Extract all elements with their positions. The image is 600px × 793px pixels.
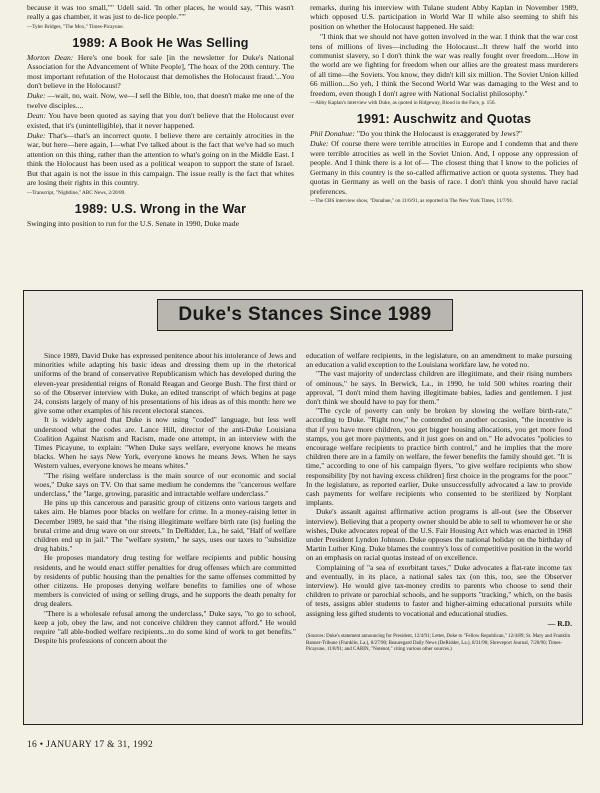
box-paragraph: "The vast majority of underclass children are illegitimate, and their rising numbers of ominous," he says. In Berwick, La., in 1990, he told 500 whites roaring their approval, "I don't mind them having illegitimate babies, ladies and gentlemen. I just don't think we should have to pay for them." — [306, 369, 572, 407]
intro-source: —Tyler Bridges, "The Mox," Times-Picayune. — [27, 23, 124, 30]
box-paragraph: Complaining of "a sea of exorbitant taxes," Duke advocates a flat-rate income tax and eventually, in its place, a national sales tax (on this, too, see the Observer interview). He would give tax-money credits to parents who choose to send their children to private or parochial schools, and he supports "tracking," which, on the basis of tests, assigns abler students to faster and higher-aiming educational pursuits while assigning less gifted students to vocational and educational studies. — [306, 562, 572, 618]
dialogue-text: That's—that's an incorrect quote. I believe there are certainly atrocities in the war, but here—here again, I—what I've talked about is the fact that we've had so much attention on this thing, rather than the attention to what's going on in the Middle East. I think the Holocaust has been used as a political weapon to support the state of Israel. But that again is not the issue in this campaign. The issue really is the fact that whites are losing their rights in this country. — [27, 131, 295, 188]
dialogue-text: "Do you think the Holocaust is exaggerated by Jews?" — [356, 129, 523, 139]
section-source: —Transcript, "Nightline," ABC News, 2/20/89. — [27, 189, 126, 196]
speaker-label: Duke: — [27, 91, 46, 101]
dialogue-text: Of course there were terrible atrocities in Europe and I condemn that and there were terrible atrocities as well in the Soviet Union. And, I oppose any oppression of people. And I think there is a lot of— The closest thing that I know to the policies of Germany in this country is the so-called affirmative action or quota systems. They had quotas in Germany as well on the basis of race. I don't think you should have racial preferences. — [310, 139, 578, 196]
box-paragraph: It is widely agreed that Duke is now using "coded" language, but less well understood what the codes are. Lance Hill, director of the anti-Duke Louisiana Coalition Against Nazism and Racism, made one attempt, in an interview with the Times Picayune, to explain: "When Duke says welfare, everyone knows he means blacks. When he says New York, everyone knows he means Jews. When he says Western values, everyone knows he means whites." — [34, 415, 296, 471]
author-signature: — R.D. — [547, 618, 572, 628]
dialogue-line — [27, 131, 294, 187]
box-title: Duke's Stances Since 1989 — [157, 299, 453, 331]
speaker-label: Phil Donahue: — [310, 129, 355, 139]
section-source: —The CBS interview show, "Donahue," on 11/6/91, as reported in The New York Times, 11/7/91. — [310, 197, 514, 204]
section-heading-book: 1989: A Book He Was Selling — [72, 35, 249, 50]
box-paragraph: Since 1989, David Duke has expressed penitence about his intolerance of Jews and minorities while adapting his basic ideas and dressing them up in the rhetorical uniforms of the brand of conservative Republicanism which has developed during the eleven-year presidential reigns of Ronald Reagan and George Bush. The first third or so of the Observer interview with Duke, an edited transcript of which begins at page 24, consists largely of many of his presentations of his ideas as of this month: here we give some other examples of his recent electoral stances. — [34, 351, 296, 416]
dialogue-line — [310, 129, 578, 138]
section-heading-war: 1989: U.S. Wrong in the War — [74, 201, 247, 216]
dialogue-line — [27, 53, 294, 91]
box-left-column — [34, 351, 296, 646]
quote-source: —Abby Kaplan's interview with Duke, as quoted in Ridgeway, Blood in the Face, p. 156. — [310, 100, 496, 107]
speaker-label: Morton Dean: — [27, 52, 74, 62]
speaker-label: Dean: — [27, 111, 46, 121]
box-right-column — [306, 351, 572, 653]
dialogue-text: You have been quoted as saying that you don't believe that the Holocaust ever existed, that it's (unintelligible), that it never happened. — [27, 111, 295, 130]
body-text: remarks, during his interview with Tulane student Abby Kaplan in November 1989, which opposed U.S. participation in World War II while also seeming to shift his position on whether the Holocaust happened. He said: — [310, 3, 578, 31]
dialogue-line — [310, 139, 578, 195]
box-paragraph: "The rising welfare underclass is the main source of our economic and social woes," Duke says on TV. On that same medium he condemns the "cancerous welfare underclass," the "large, growing, parasitic and intractable welfare underclass." — [34, 470, 296, 499]
speaker-label: Duke: — [27, 131, 46, 141]
stances-box — [23, 290, 583, 725]
box-paragraph: "The cycle of poverty can only be broken by slowing the welfare birth-rate," according to Duke. "Right now," he contended on another occasion, "the incentive is that if you have more children, you get bigger housing allocations, you get more food stamps, you get more payments, and it just goes on and on." He advocates "policies to encourage welfare recipients to practice birth control," and he implies that the more children there are in a family on welfare, the fewer benefits the family should get. "It is time," according to one of his campaign flyers, "to give welfare recipients who show responsibility [by not having excess children] first choice in the programs for the poor." In the legislature, as reported earlier, Duke unsuccessfully advocated a law to provide cash payments for welfare recipients who consented to be sterilized by Norplant implants. — [306, 406, 572, 508]
intro-text: because it was too small,"" Udell said. 'In other places, he would say, "This wasn't really a gas chamber, it was just to de-lice people."'" — [27, 3, 294, 22]
quote-text: "I think that we should not have gotten involved in the war. I think that the war cost tens of millions of lives—including the Holocaust...It threw half the world into communist slavery, so I don't think the war was really fought over freedom....How in the world are we fighting for freedom when our allies are the greatest mass murderers of all time—the Soviets. You know, they didn't kill six million. The Soviet Union killed 66 million....So yeh, I think the Second World War was damaging to the West and to freedom, even though I don't agree with National Socialist philosophy." — [310, 32, 578, 98]
box-paragraph: He proposes mandatory drug testing for welfare recipients and public housing residents, and he would enact stiffer penalties for drug offenses which are committed by residents of public housing than the penalties for the same offenses committed by other citizens. He proposes denying welfare benefits to families one of whose members is convicted of using or selling drugs, and he supports the death penalty for drug dealers. — [34, 553, 296, 609]
box-paragraph: "There is a wholesale refusal among the underclass," Duke says, "to go to school, keep a job, obey the law, and not conceive children they cannot afford." He would require "all able-bodied welfare recipients...to do some kind of work to get benefits." Despite his professions of concern about the — [34, 608, 296, 646]
box-paragraph: Duke's assault against affirmative action programs is all-out (see the Observer interview). Believing that a property owner should be able to sell to whomever he or she wishes, Duke advocates repeal of the U.S. Fair Housing Act which was enacted in 1968 under President Lyndon Johnson. Duke opposes the national holiday on the birthday of Martin Luther King. Duke blames the country's loss of competitive position in the world on an emphasis on racial quotas instead of on excellence. — [306, 507, 572, 563]
dialogue-text: —wait, no, wait. Now, we—I sell the Bible, too, that doesn't make me one of the twelve disciples.... — [27, 91, 294, 110]
section-heading-auschwitz: 1991: Auschwitz and Quotas — [356, 112, 532, 127]
left-column — [27, 3, 294, 229]
dialogue-text: Here's one book for sale [in the newsletter for Duke's National Association for the Advancement of White People], 'The hoax of the 20th century. The most important refutation of the Holocaust that demolishes the Holocaust fraud.'...You don't believe in the Holocaust? — [27, 52, 294, 91]
dialogue-line — [27, 91, 294, 110]
box-paragraph: He pins up this cancerous and parasitic group of citizens onto various targets and takes aim. He blames poor blacks on welfare for crime. In a money-raising letter in December 1989, he said that "the rising illegitimate welfare birth rate (is) fueling the brutal crime and drug wave on our streets." In DeRidder, La., he said, "Half of welfare children end up in jail." The "welfare system," he says, uses our taxes to "subsidize drug habits." — [34, 498, 296, 554]
speaker-label: Duke: — [310, 139, 329, 149]
box-paragraph: education of welfare recipients, in the legislature, on an amendment to make pursuing an education a valid exception to the Louisiana workfare law, he voted no. — [306, 351, 572, 370]
dialogue-line — [27, 111, 294, 130]
sources-note: (Sources: Duke's statement announcing for President, 12/4/91; Letter, Duke to "Fellow Republican," 12/4/89; St. Mary and Franklin Banner-Tribune (Franklin, La.), 8/27/90; Beauregard Daily News (DeRidder, La.), 8/31/90; Shreveport Journal, 7/20/90; Times-Picayune, 11/8/91; and CARIN, "Notenot," citing various other sources.) — [306, 634, 571, 652]
body-text: Swinging into position to run for the U.S. Senate in 1990, Duke made — [27, 218, 239, 228]
right-column — [310, 3, 578, 209]
page-footer: 16 • JANUARY 17 & 31, 1992 — [27, 740, 154, 750]
